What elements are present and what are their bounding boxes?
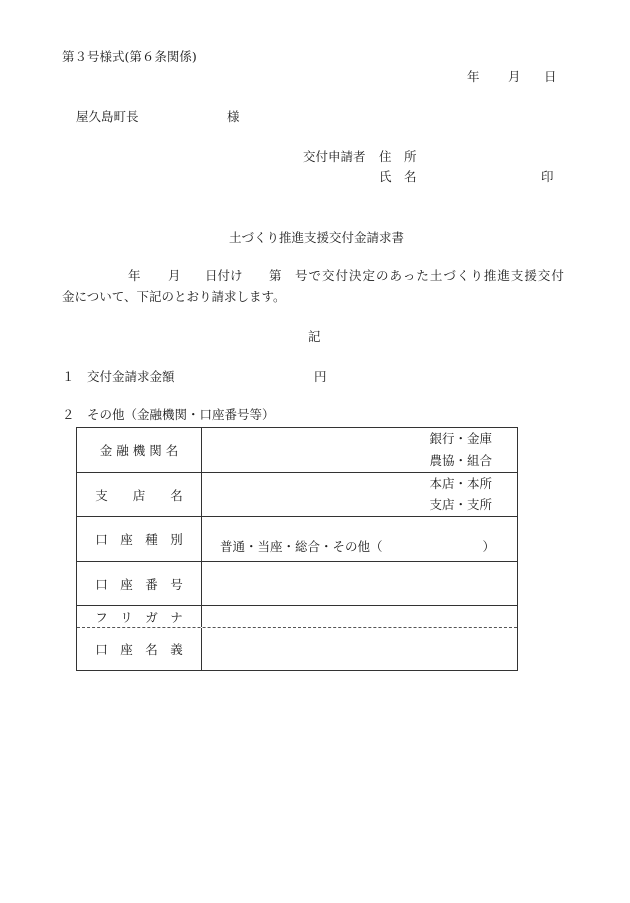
note-heading: 記 — [308, 329, 321, 344]
option-text: 本店・本所 — [429, 476, 492, 491]
form-number: 第３号様式(第６条関係) — [62, 49, 197, 64]
option-text: 支店・支所 — [429, 497, 492, 512]
item-2-label: ２ その他（金融機関・口座番号等） — [62, 407, 275, 422]
table-row — [77, 562, 517, 606]
date-year-label: 年 — [467, 69, 480, 84]
date-month-label: 月 — [508, 69, 521, 84]
addressee-name: 屋久島町長 — [76, 109, 139, 124]
table-row — [77, 517, 517, 562]
body-year-label: 年 — [128, 268, 141, 283]
option-text: 農協・組合 — [429, 453, 492, 468]
table-row — [77, 428, 517, 473]
table-row-label: 口 座 番 号 — [77, 562, 202, 605]
seal-label: 印 — [541, 169, 554, 184]
table-row-value — [202, 606, 517, 627]
body-date-suffix: 日付け — [205, 268, 243, 283]
table-row-label: 金 融 機 関 名 — [77, 428, 202, 472]
option-text: 銀行・金庫 — [429, 431, 492, 446]
date-day-label: 日 — [544, 69, 557, 84]
applicant-name-label: 氏 名 — [379, 169, 417, 184]
bank-account-table — [76, 427, 518, 671]
table-row-value — [202, 517, 517, 561]
body-line1-text: 号で交付決定のあった土づくり推進支援交付 — [295, 268, 565, 283]
table-row — [77, 473, 517, 517]
body-number-prefix: 第 — [269, 268, 282, 283]
applicant-heading: 交付申請者 — [303, 149, 366, 164]
body-line2-text: 金について、下記のとおり請求します。 — [62, 289, 286, 304]
table-row-value — [202, 473, 517, 516]
table-row-value — [202, 428, 517, 472]
table-row — [77, 628, 517, 670]
addressee-honorific: 様 — [227, 109, 240, 124]
table-row-label: 支 店 名 — [77, 473, 202, 516]
document-title: 土づくり推進支援交付金請求書 — [229, 230, 405, 245]
option-text: 普通・当座・総合・その他（ ） — [220, 539, 496, 554]
applicant-address-label: 住 所 — [379, 149, 417, 164]
table-row-label: 口 座 種 別 — [77, 517, 202, 561]
item-1-unit: 円 — [314, 369, 327, 384]
table-row-value — [202, 628, 517, 670]
table-row-value — [202, 562, 517, 605]
table-row-label: フ リ ガ ナ — [77, 606, 202, 627]
table-row — [77, 606, 517, 628]
body-month-label: 月 — [168, 268, 181, 283]
table-row-label: 口 座 名 義 — [77, 628, 202, 670]
item-1-label: １ 交付金請求金額 — [62, 369, 175, 384]
